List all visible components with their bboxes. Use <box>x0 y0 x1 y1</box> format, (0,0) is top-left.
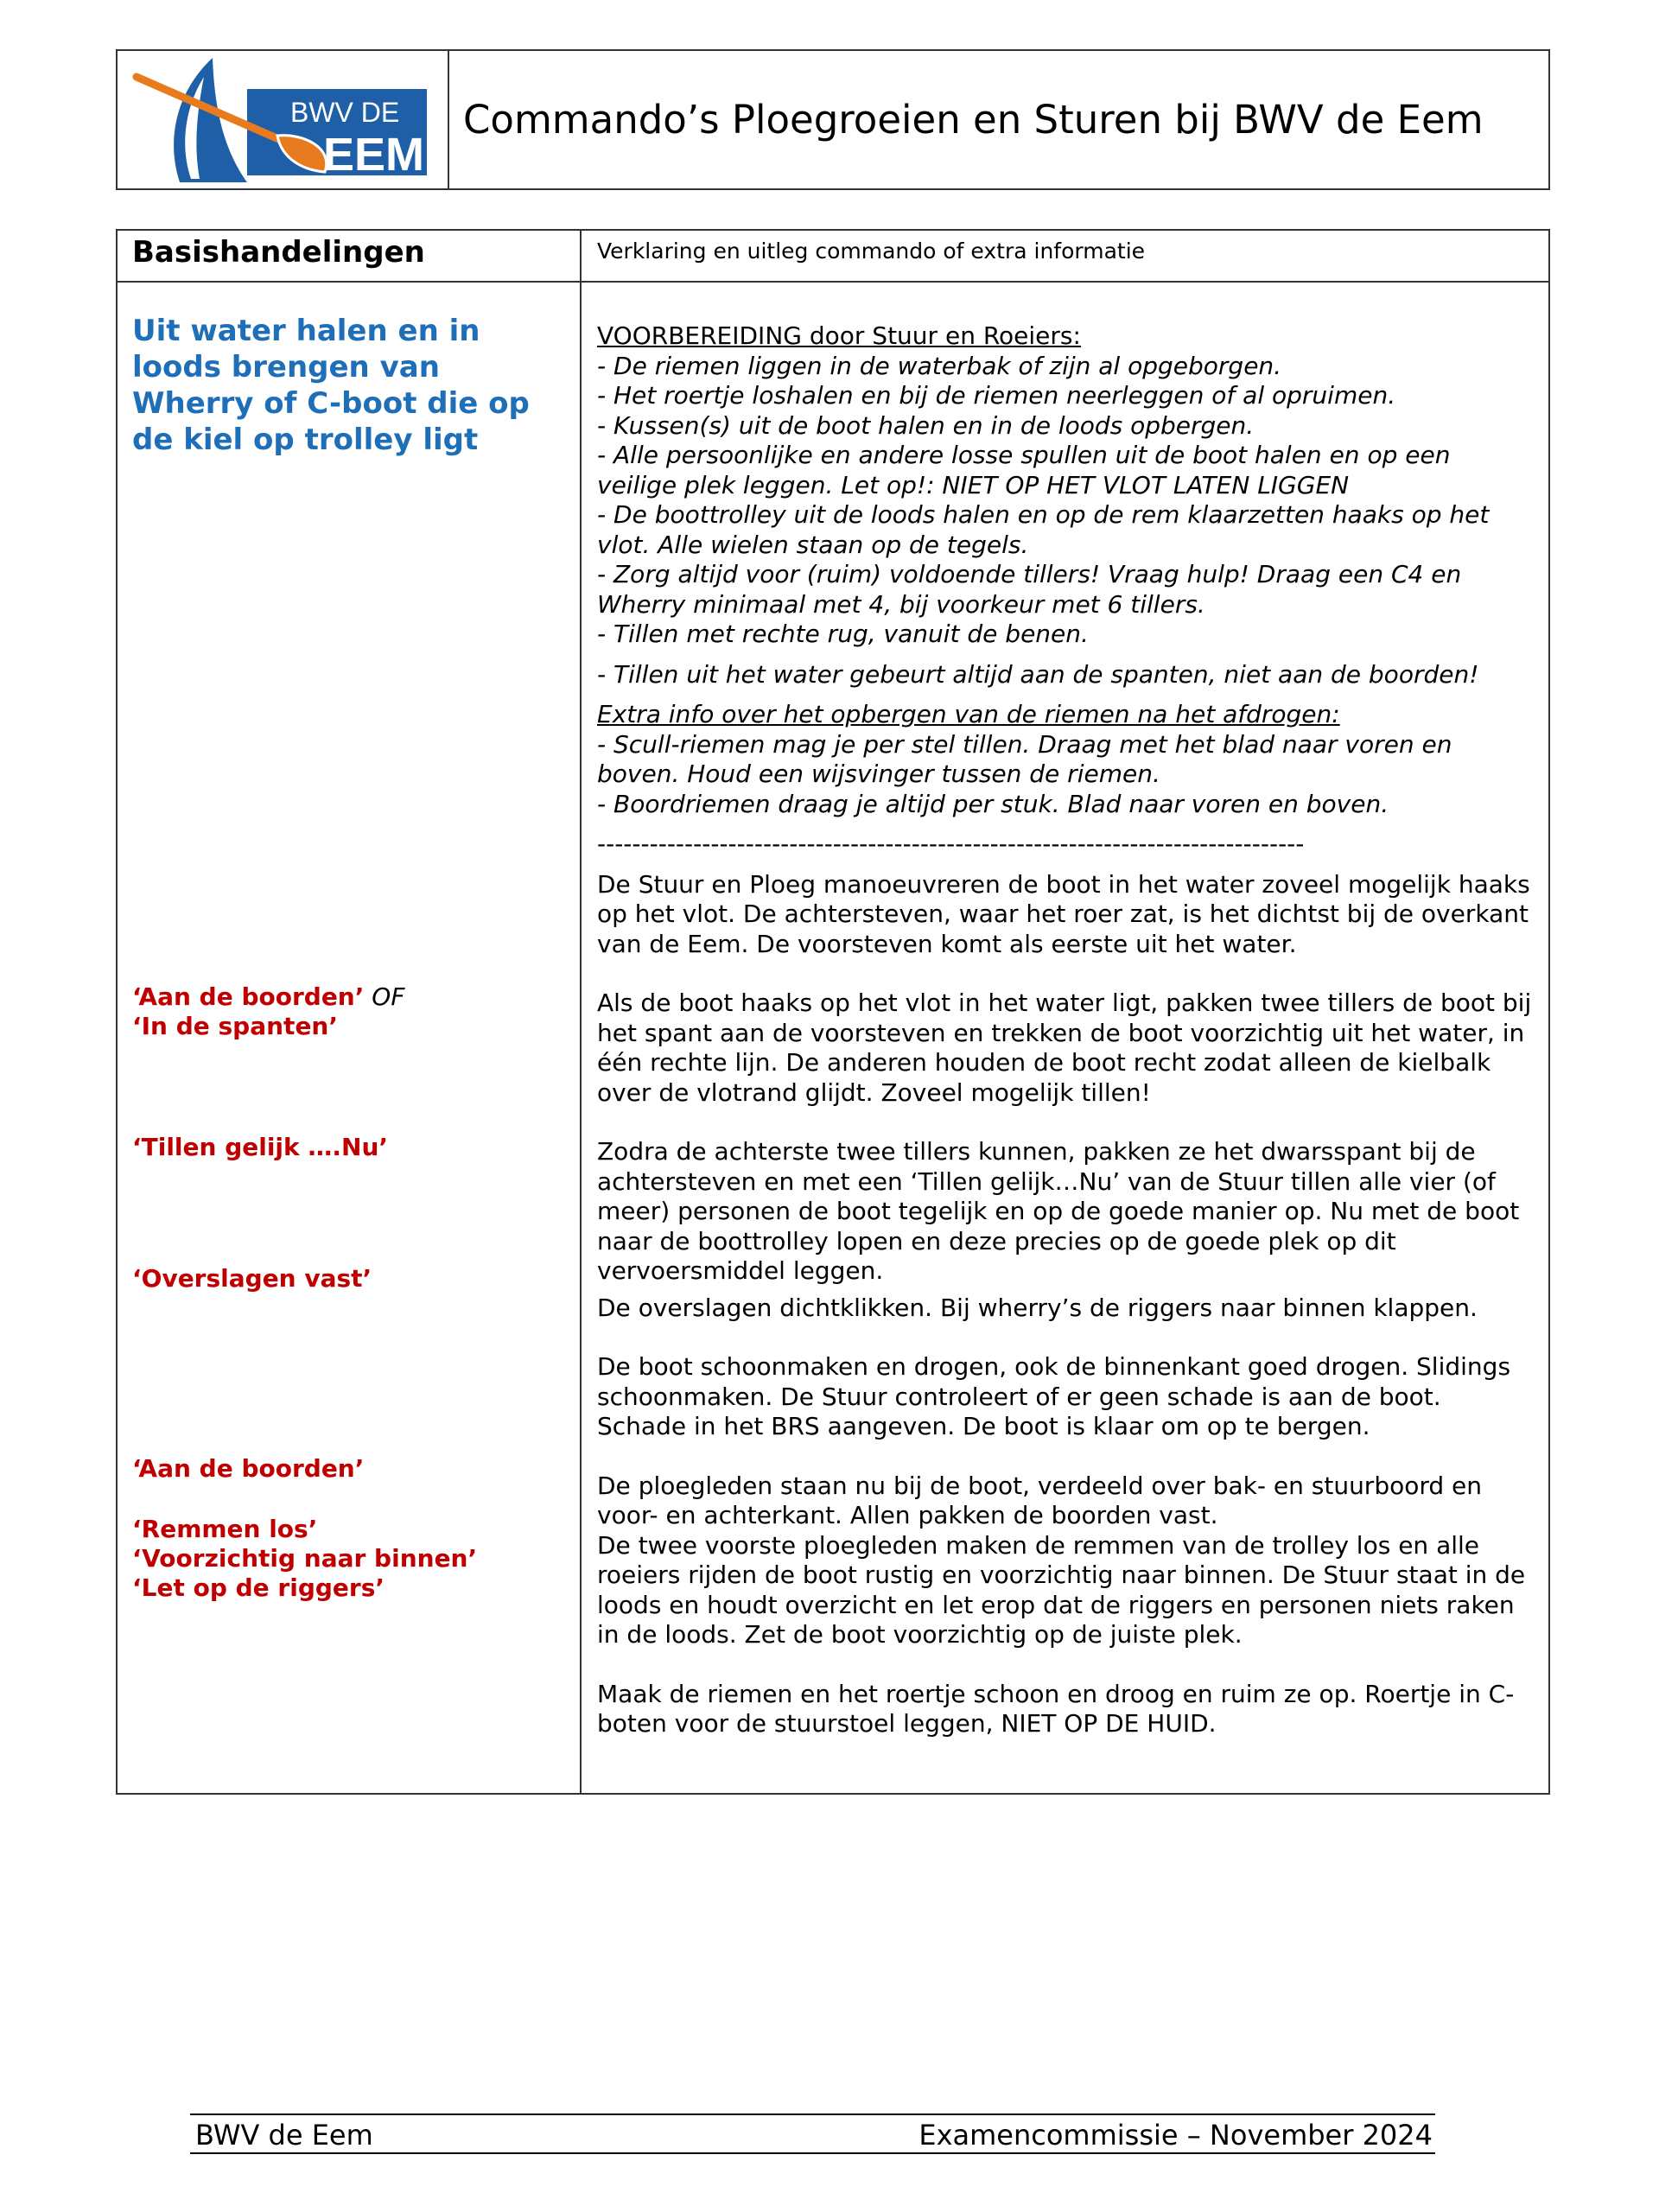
command-tillen-gelijk: ‘Tillen gelijk ….Nu’ <box>132 1133 389 1161</box>
command-overslagen-vast: ‘Overslagen vast’ <box>132 1264 372 1293</box>
prep-item: - Het roertje loshalen en bij de riemen neerleggen of al opruimen. <box>597 381 1396 410</box>
footer-rule-top <box>190 2113 1435 2115</box>
command-aan-de-boorden: ‘Aan de boorden’ <box>132 1454 365 1483</box>
extra-item: - Scull-riemen mag je per stel tillen. Draag met het blad naar voren en boven. Houd een wijsvinger tussen de riemen. <box>597 729 1460 788</box>
bwv-logo-icon <box>118 51 448 188</box>
command-text: ‘Aan de boorden’ <box>132 982 365 1011</box>
footer-organization: BWV de Eem <box>195 2119 373 2152</box>
paragraph: De overslagen dichtklikken. Bij wherry’s de riggers naar binnen klappen. <box>597 1293 1478 1322</box>
prep-item: - De riemen liggen in de waterbak of zijn al opgeborgen. <box>597 351 1282 380</box>
logo <box>118 51 449 188</box>
paragraph: De twee voorste ploegleden maken de remmen van de trolley los en alle roeiers rijden de boot rustig en voorzichtig naar binnen. De Stuur staat in de loods en houdt overzicht en let erop dat de riggers en personen niets raken in de loods. Zet de boot voorzichtig op de juiste plek. <box>597 1530 1534 1649</box>
command-let-op-riggers: ‘Let op de riggers’ <box>132 1573 385 1602</box>
prep-item: - Alle persoonlijke en andere losse spullen uit de boot halen en op een veilige plek leggen. Let op!: NIET OP HET VLOT LATEN LIGGEN <box>597 441 1459 499</box>
footer-committee-date: Examencommissie – November 2024 <box>918 2119 1433 2152</box>
footer-rule-bottom <box>190 2152 1435 2154</box>
column-header-left: Basishandelingen <box>132 235 425 270</box>
paragraph: De ploegleden staan nu bij de boot, verdeeld over bak- en stuurboord en voor- en achterkant. Allen pakken de boorden vast. <box>597 1471 1490 1529</box>
header-row-divider <box>118 281 1548 283</box>
extra-item: - Boordriemen draag je altijd per stuk. Blad naar voren en boven. <box>597 789 1389 818</box>
command-voorzichtig-naar-binnen: ‘Voorzichtig naar binnen’ <box>132 1544 478 1573</box>
prep-heading: VOORBEREIDING door Stuur en Roeiers: <box>597 321 1081 350</box>
column-divider <box>580 231 582 1793</box>
extra-heading: Extra info over het opbergen van de riemen na het afdrogen: <box>597 700 1340 728</box>
command-remmen-los: ‘Remmen los’ <box>132 1515 318 1543</box>
explanation-column <box>597 321 1540 1739</box>
command-or: OF <box>364 982 405 1011</box>
command-text: ‘In de spanten’ <box>132 1012 338 1040</box>
logo-line1: BWV DE <box>290 97 400 128</box>
divider-line: --------------------------------------------------------------------------------- <box>597 830 1305 858</box>
command-group-remmen <box>132 1515 569 1603</box>
column-header-right: Verklaring en uitleg commando of extra informatie <box>597 238 1146 264</box>
paragraph: De boot schoonmaken en drogen, ook de binnenkant goed drogen. Slidings schoonmaken. De Stuur controleert of er geen schade is aan de boot. Schade in het BRS aangeven. De boot is klaar om op te bergen. <box>597 1352 1518 1440</box>
command-aan-de-boorden-of-spanten <box>132 982 569 1041</box>
section-title: Uit water halen en in loods brengen van Wherry of C-boot die op de kiel op trolley ligt <box>132 314 530 457</box>
paragraph: Maak de riemen en het roertje schoon en droog en ruim ze op. Roertje in C-boten voor de stuurstoel leggen, NIET OP DE HUID. <box>597 1679 1515 1738</box>
commands-table <box>116 229 1550 1795</box>
logo-line2: EEM <box>323 129 425 181</box>
paragraph: Zodra de achterste twee tillers kunnen, pakken ze het dwarsspant bij de achtersteven en met een ‘Tillen gelijk…Nu’ van de Stuur tillen alle vier (of meer) personen de boot tegelijk en op de goede manier op. Nu met de boot naar de boottrolley lopen en deze precies op de goede plek op dit vervoersmiddel leggen. <box>597 1137 1528 1285</box>
title-cell <box>449 51 1548 188</box>
paragraph: De Stuur en Ploeg manoeuvreren de boot in het water zoveel mogelijk haaks op het vlot. De achtersteven, waar het roer zat, is het dichtst bij de overkant van de Eem. De voorsteven komt als eerste uit het water. <box>597 869 1538 958</box>
prep-item: - Kussen(s) uit de boot halen en in de loods opbergen. <box>597 410 1255 440</box>
prep-item: - De boottrolley uit de loods halen en op de rem klaarzetten haaks op het vlot. Alle wielen staan op de tegels. <box>597 500 1497 559</box>
paragraph: Als de boot haaks op het vlot in het water ligt, pakken twee tillers de boot bij het spant aan de voorsteven en trekken de boot voorzichtig uit het water, in één rechte lijn. De anderen houden de boot recht zodat alleen de kielbalk over de vlotrand glijdt. Zoveel mogelijk tillen! <box>597 988 1540 1107</box>
prep-note: - Tillen uit het water gebeurt altijd aan de spanten, niet aan de boorden! <box>597 659 1479 689</box>
page-title: Commando’s Ploegroeien en Sturen bij BWV de Eem <box>463 97 1484 143</box>
prep-item: - Zorg altijd voor (ruim) voldoende tillers! Vraag hulp! Draag een C4 en Wherry minimaal met 4, bij voorkeur met 6 tillers. <box>597 560 1470 619</box>
document-header <box>116 49 1550 190</box>
prep-item: - Tillen met rechte rug, vanuit de benen. <box>597 620 1089 648</box>
